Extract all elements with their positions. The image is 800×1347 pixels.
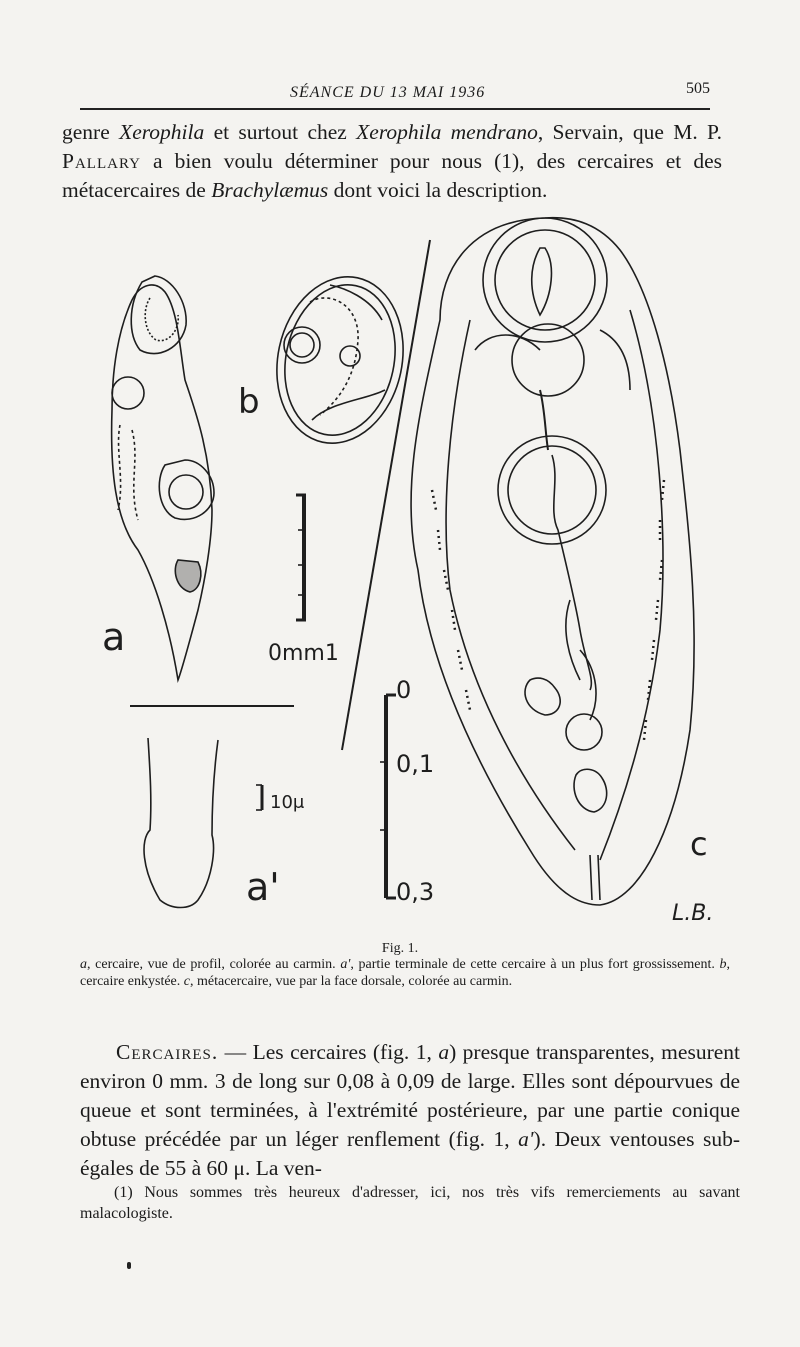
- scale-bar-large: [380, 695, 396, 898]
- cercaires-paragraph: Cercaires. — Les cercaires (fig. 1, a) presque transparentes, mesurent environ 0 mm. 3 de long sur 0,08 à 0,09 de large. Elles sont dépourvues de queue et sont terminées, à l'extrémité postérieure, par une partie conique obtuse précédée par un léger renflement (fig. 1, a'). Deux ventouses sub-égales de 55 à 60 μ. La ven-: [80, 1040, 740, 1180]
- label-a-prime: a': [246, 865, 280, 909]
- genus-brachylaemus: Brachylæmus: [211, 178, 329, 202]
- label-b: b: [238, 382, 260, 422]
- scale-micro-label: 10μ: [270, 792, 305, 813]
- scale-large-0: 0: [396, 676, 412, 704]
- figure-caption: a, cercaire, vue de profil, colorée au carmin. a', partie terminale de cette cercaire à un plus fort grossissement. b, cercaire enkystée. c, métacercaire, vue par la face dorsale, colorée au carmin.: [80, 957, 730, 989]
- scale-bar-micro: [256, 785, 262, 810]
- figure-number: Fig. 1.: [381, 941, 419, 956]
- cercaria-profile-drawing: [112, 276, 214, 680]
- genus-xerophila: Xerophila: [119, 120, 205, 144]
- label-a: a: [102, 615, 126, 659]
- section-heading: Cercaires.: [116, 1040, 219, 1064]
- diagonal-divider: [342, 240, 430, 750]
- footnote: (1) Nous sommes très heureux d'adresser, ici, nos très vifs remerciements au savant malacologiste.: [80, 1184, 740, 1222]
- running-head: SÉANCE DU 13 MAI 1936: [290, 84, 486, 101]
- metacercaria-drawing: [411, 218, 694, 905]
- scale-large-03: 0,3: [396, 878, 435, 906]
- encysted-cercaria-drawing: [262, 265, 418, 455]
- page-header: [80, 78, 710, 110]
- figure-1: [0, 210, 800, 935]
- scale-small-label: 0mm1: [268, 641, 339, 666]
- scale-large-01: 0,1: [396, 750, 435, 778]
- author-name: Pallary: [62, 149, 141, 173]
- body-text: [80, 1038, 740, 1183]
- terminal-part-drawing: [144, 738, 218, 908]
- page-number: 505: [686, 80, 710, 97]
- intro-paragraph: genre Xerophila et surtout chez Xerophila mendrano, Servain, que M. P. Pallary a bien voulu déterminer pour nous (1), des cercaires et des métacercaires de Brachylæmus dont voici la description.: [62, 120, 722, 202]
- label-c: c: [690, 825, 708, 863]
- stray-mark: [127, 1262, 131, 1269]
- species-name: Xerophila mendrano: [356, 120, 538, 144]
- artist-signature: L.B.: [672, 901, 714, 926]
- scale-bar-small: [296, 495, 306, 620]
